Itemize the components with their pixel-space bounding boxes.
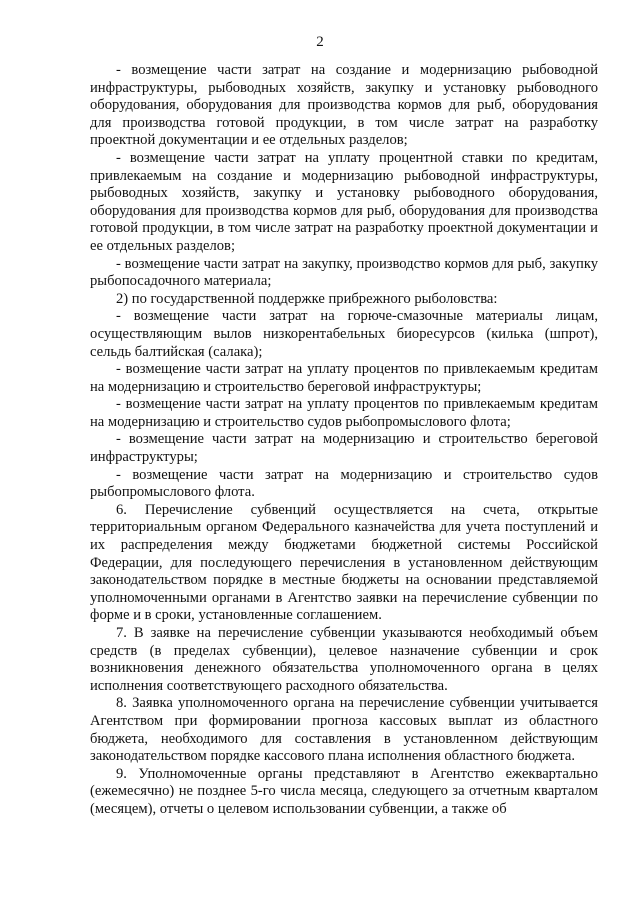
paragraph: - возмещение части затрат на уплату процентов по привлекаемым кредитам на модернизацию и строительство береговой инфраструктуры; [90,361,598,395]
paragraph: - возмещение части затрат на уплату процентов по привлекаемым кредитам на модернизацию и строительство судов рыбопромыслового флота; [90,396,598,430]
paragraph: - возмещение части затрат на горюче-смазочные материалы лицам, осуществляющим вылов низкорентабельных биоресурсов (килька (шпрот), сельдь балтийская (салака); [90,308,598,360]
paragraph: - возмещение части затрат на уплату процентной ставки по кредитам, привлекаемым на создание и модернизацию рыбоводной инфраструктуры, рыбоводных хозяйств, закупку и установку рыбоводного оборудования, оборудования для производства кормов для рыб, оборудования для производства готовой продукции, в том числе затрат на разработку проектной документации и ее отдельных разделов; [90,149,598,254]
paragraph: 9. Уполномоченные органы представляют в Агентство ежеквартально (ежемесячно) не позднее 5-го числа месяца, следующего за отчетным кварталом (месяцем), отчеты о целевом использовании субвенции, а также об [90,765,598,817]
paragraph: 2) по государственной поддержке прибрежного рыболовства: [116,290,498,307]
paragraph: 6. Перечисление субвенций осуществляется на счета, открытые территориальным органом Федерального казначейства для учета поступлений и их распределения между бюджетами бюджетной системы Российской Федерации, для последующего перечисления в установленном действующим законодательством порядке в местные бюджеты на основании представляемой уполномоченными органами в Агентство заявки на перечисление субвенции по форме и в сроки, установленные соглашением. [90,501,598,624]
paragraph: - возмещение части затрат на закупку, производство кормов для рыб, закупку рыбопосадочного материала; [90,255,598,290]
paragraph: - возмещение части затрат на модернизацию и строительство судов рыбопромыслового флота. [90,466,598,501]
page-number: 2 [316,34,324,50]
document-body [90,62,598,819]
paragraph: - возмещение части затрат на модернизацию и строительство береговой инфраструктуры; [90,431,598,466]
paragraph: - возмещение части затрат на создание и модернизацию рыбоводной инфраструктуры, рыбоводных хозяйств, закупку и установку рыбоводного оборудования, оборудования для производства кормов для рыб, оборудования для производства готовой продукции, в том числе затрат на разработку проектной документации и ее отдельных разделов; [90,62,598,149]
paragraph: 7. В заявке на перечисление субвенции указываются необходимый объем средств (в пределах субвенции), целевое назначение субвенции и срок возникновения денежного обязательства уполномоченного органа в целях исполнения соответствующего расходного обязательства. [90,625,598,694]
paragraph: 8. Заявка уполномоченного органа на перечисление субвенции учитывается Агентством при формировании прогноза кассовых выплат из областного бюджета, необходимого для составления в установленном действующим законодательством порядке кассового плана исполнения областного бюджета. [90,695,598,765]
